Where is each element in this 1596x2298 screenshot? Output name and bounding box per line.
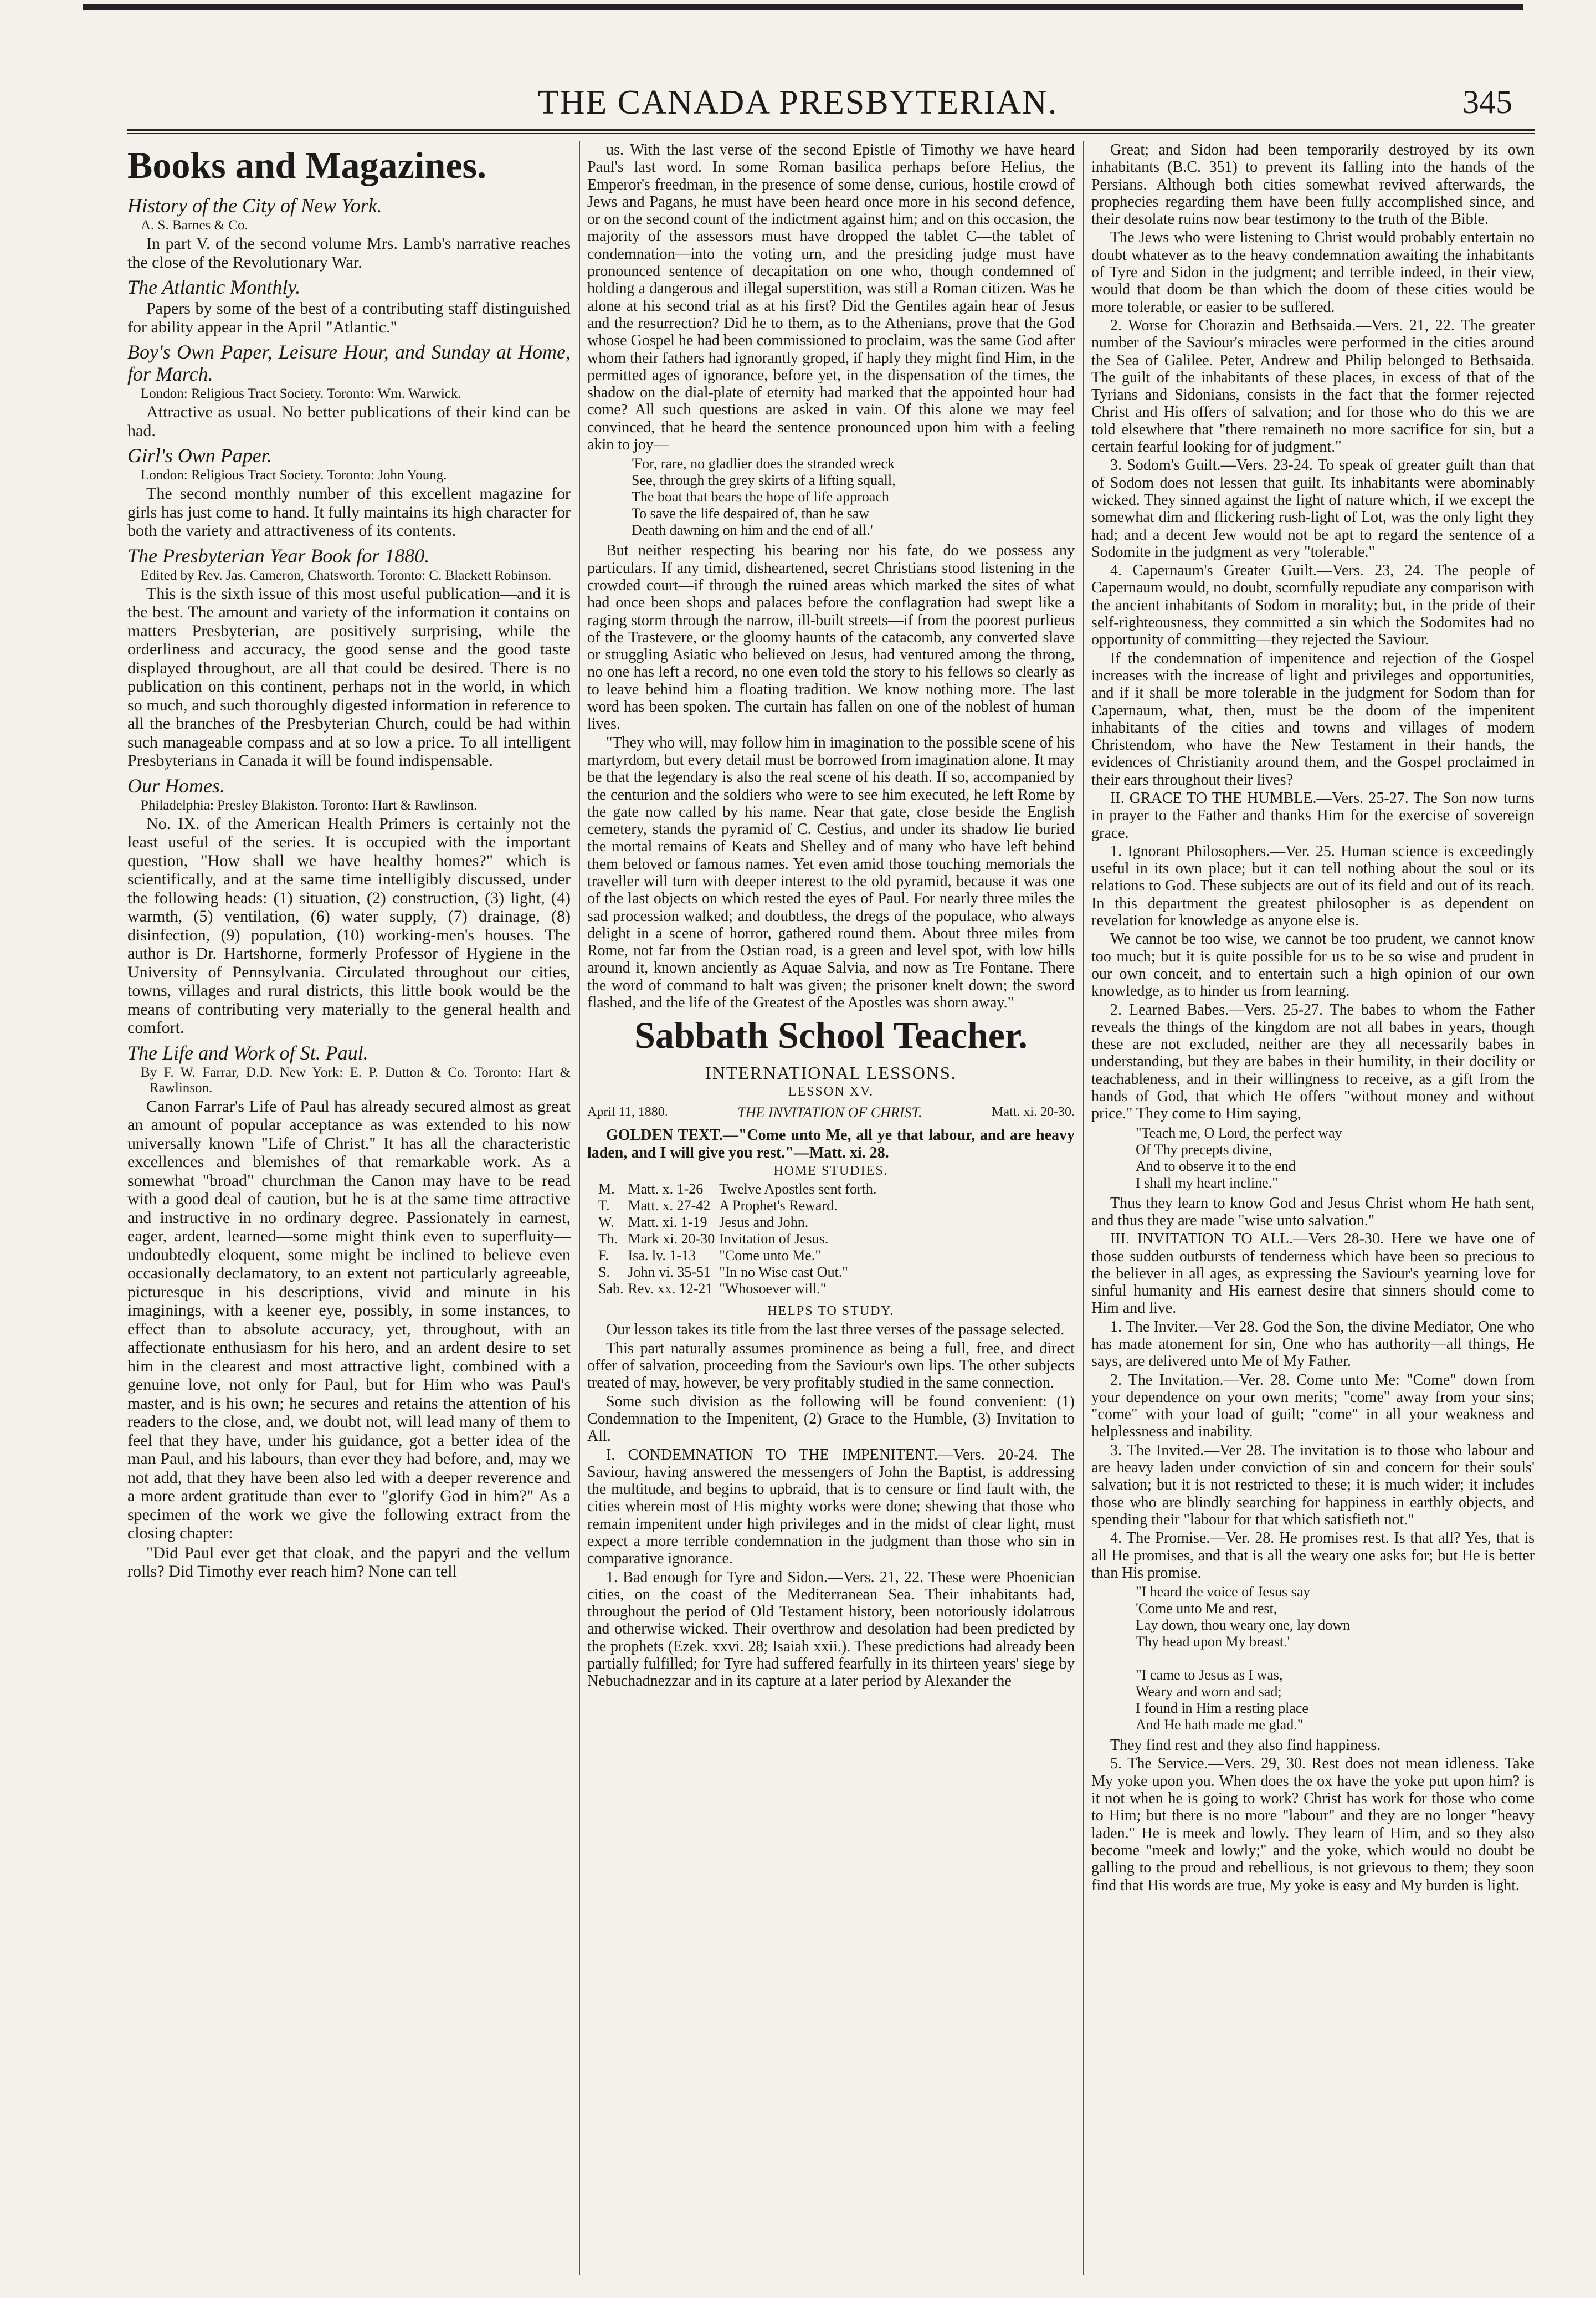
verse-line: "I came to Jesus as I was, xyxy=(1136,1667,1283,1683)
newspaper-title: THE CANADA PRESBYTERIAN. xyxy=(537,84,1058,121)
book-title: The Presbyterian Year Book for 1880. xyxy=(127,544,430,567)
header-rule xyxy=(127,129,1535,131)
commentary-paragraph: 2. Worse for Chorazin and Bethsaida.—Vers. 21, 22. The greater number of the Saviour's miracles were performed in the cities around the Sea of Galilee. Peter, Andrew and Philip belonged to Bethsaida. The guilt of the inhabitants of these places, in excess of that of the Tyrians and Sidonians, consists in the fact that the former rejected Christ and His offers of salvation; and for those who do this we are told elsewhere that "there remaineth no more sacrifice for sin, but a certain fearful looking for of judgment." xyxy=(1091,316,1535,456)
review-paragraph: "Did Paul ever get that cloak, and the papyri and the vellum rolls? Did Timothy ever reach him? None can tell xyxy=(127,1543,571,1580)
book-publisher: By F. W. Farrar, D.D. New York: E. P. Dutton & Co. Toronto: Hart & Rawlinson. xyxy=(141,1064,571,1096)
book-publisher: Philadelphia: Presley Blakiston. Toronto: Hart & Rawlinson. xyxy=(141,797,478,813)
lessons-title: INTERNATIONAL LESSONS. xyxy=(705,1063,957,1083)
study-day: Th. xyxy=(598,1231,618,1247)
verse-line: Death dawning on him and the end of all.' xyxy=(632,522,873,539)
book-title: The Life and Work of St. Paul. xyxy=(127,1041,368,1064)
column-books-magazines xyxy=(127,141,571,2275)
verse-line: And to observe it to the end xyxy=(1136,1158,1296,1174)
home-study-row xyxy=(598,1264,881,1281)
book-publisher: London: Religious Tract Society. Toronto: John Young. xyxy=(141,468,447,483)
book-title: History of the City of New York. xyxy=(127,195,382,217)
verse-line: "Teach me, O Lord, the perfect way xyxy=(1136,1124,1342,1141)
study-day: W. xyxy=(598,1214,614,1231)
lesson-reference: Matt. xi. 20-30. xyxy=(991,1104,1075,1119)
study-day: F. xyxy=(598,1247,609,1264)
book-publisher: London: Religious Tract Society. Toronto: Wm. Warwick. xyxy=(141,386,461,401)
page-header xyxy=(66,83,1529,122)
home-study-row xyxy=(598,1247,881,1264)
verse-line: Weary and worn and sad; xyxy=(1136,1683,1282,1700)
study-topic: A Prophet's Reward. xyxy=(719,1197,838,1214)
verse-line: And He hath made me glad." xyxy=(1136,1717,1304,1733)
commentary-paragraph: 1. The Inviter.—Ver 28. God the Son, the divine Mediator, One who has made atonement for sin, One who has authority—all things, He says, are delivered unto Me of My Father. xyxy=(1091,1318,1535,1370)
study-reference: Matt. x. 27-42 xyxy=(628,1197,711,1214)
column-right xyxy=(1091,141,1535,2275)
study-topic: Twelve Apostles sent forth. xyxy=(719,1181,877,1197)
verse-line: Lay down, thou weary one, lay down xyxy=(1136,1617,1351,1634)
study-topic: "In no Wise cast Out." xyxy=(719,1264,848,1281)
review-paragraph: No. IX. of the American Health Primers is certainly not the least useful of the series. It is occupied with the important question, "How shall we have healthy homes?" which is scientifically, and at the same time intelligibly discussed, under the following heads: (1) situation, (2) construction, (3) light, (4) warmth, (5) ventilation, (6) water supply, (7) drainage, (8) disinfection, (9) population, (10) working-men's houses. The author is Dr. Hartshorne, formerly Professor of Hygiene in the University of Pennsylvania. Circulated throughout our cities, towns, villages and rural districts, this little book would be the means of contributing very materially to the general health and comfort. xyxy=(127,814,571,1037)
commentary-paragraph: 1. Ignorant Philosophers.—Ver. 25. Human science is exceedingly useful in its own place; but it can tell nothing about the soul or its relations to God. These subjects are out of its field and out of its reach. In this department the greatest philosopher is as dependent on revelation for knowledge as anyone else is. xyxy=(1091,842,1535,930)
review-paragraph: Attractive as usual. No better publications of their kind can be had. xyxy=(127,403,571,440)
article-paragraph: "They who will, may follow him in imagination to the possible scene of his martyrdom, but every detail must be borrowed from imagination alone. It may be that the legendary is also the real scene of his death. If so, accompanied by the centurion and the soldiers who were to see him executed, he left Rome by the gate now called by his name. Near that gate, close beside the English cemetery, stands the pyramid of C. Cestius, and under its shadow lie buried the mortal remains of Keats and Shelley and of many who have left behind them beloved or famous names. Yet even amid those touching memorials the traveller will turn with deeper interest to the old pyramid, because it was one of the last objects on which rested the eyes of Paul. For nearly three miles the sad procession walked; and doubtless, the dregs of the populace, who always delight in a scene of horror, gathered round them. About three miles from Rome, not far from the Ostian road, is a green and level spot, with low hills around it, known anciently as Aquae Salvia, and now as Tre Fontane. There the word of command to halt was given; the prisoner knelt down; the sword flashed, and the life of the Greatest of the Apostles was shorn away." xyxy=(587,734,1075,1012)
commentary-paragraph: III. INVITATION TO ALL.—Vers 28-30. Here we have one of those sudden outbursts of tenderness which have been so precious to the believer in all ages, as expressing the Saviour's yearning love for sinful humanity and His earnest desire that sinners should come to Him and live. xyxy=(1091,1230,1535,1317)
book-review-list xyxy=(127,195,571,1581)
verse-line: Of Thy precepts divine, xyxy=(1136,1141,1272,1158)
column-middle xyxy=(587,141,1075,2275)
verse-line: Thy head upon My breast.' xyxy=(1136,1634,1290,1650)
verse-line xyxy=(1136,1650,1535,1667)
farrar-extract xyxy=(587,141,1075,453)
study-topic: "Come unto Me." xyxy=(719,1247,821,1264)
study-reference: Mark xi. 20-30 xyxy=(628,1231,715,1247)
lesson-date: April 11, 1880. xyxy=(587,1104,668,1119)
lesson-number: LESSON XV. xyxy=(788,1084,874,1099)
verse-line: "I heard the voice of Jesus say xyxy=(1136,1584,1311,1600)
review-paragraph: Canon Farrar's Life of Paul has already secured almost as great an amount of popular acceptance as was extended to his now universally known "Life of Christ." It has all the characteristic excellences and blemishes of that remarkable work. As a somewhat "broad" churchman the Canon may have to be read with a good deal of caution, but he is at the same time attractive and instructive in no ordinary degree. Passionately in earnest, eager, ardent, learned—some might think even to superfluity—undoubtedly eloquent, some might be inclined to believe even occasionally declamatory, to an extent not particularly agreeable, picturesque in his descriptions, vivid and minute in his imaginings, with a keener eye, possibly, in some instances, to effect than to absolute accuracy, yet, throughout, with an affectionate enthusiasm for his hero, and an ardent desire to set him in the clearest and most attractive light, combined with a genuine love, not only for Paul, but for Him who was Paul's master, and is his own; he secures and retains the attention of his readers to the close, and, we doubt not, will lead many of them to feel that they have, under his guidance, got a better idea of the man Paul, and his labours, than ever they had before, and, may we not add, that they have been also led with a deeper reverence and a more ardent gratitude than ever to "glorify God in him?" As a specimen of the work we give the following extract from the closing chapter: xyxy=(127,1097,571,1542)
commentary-paragraph: 4. Capernaum's Greater Guilt.—Vers. 23, 24. The people of Capernaum would, no doubt, scornfully repudiate any comparison with the ancient inhabitants of Sodom in morality; but, in the pride of their self-righteousness, they committed a sin which the Sodomites had no opportunity of committing—they rejected the Saviour. xyxy=(1091,562,1535,649)
home-study-row xyxy=(598,1214,881,1231)
verse-line: I shall my heart incline." xyxy=(1136,1174,1278,1191)
home-studies-table xyxy=(598,1181,881,1297)
verse-line: 'Come unto Me and rest, xyxy=(1136,1600,1277,1617)
page-number: 345 xyxy=(1462,84,1512,120)
study-reference: John vi. 35-51 xyxy=(628,1264,711,1281)
top-border xyxy=(83,4,1523,10)
commentary-paragraph: 4. The Promise.—Ver. 28. He promises rest. Is that all? Yes, that is all He promises, and that is all the weary one asks for; but He is better than His promise. xyxy=(1091,1529,1535,1582)
home-study-row xyxy=(598,1231,881,1247)
hymn-quote xyxy=(1136,1125,1535,1191)
commentary-paragraph: The Jews who were listening to Christ would probably entertain no doubt whatever as to the heavy condemnation awaiting the inhabitants of Tyre and Sidon in the judgment; and terrible indeed, in their view, would that doom be than which the doom of these cities would be more tolerable, or easier to be suffered. xyxy=(1091,229,1535,316)
lesson-commentary xyxy=(1091,141,1535,1123)
commentary-paragraph: 2. The Invitation.—Ver. 28. Come unto Me: "Come" down from your dependence on your own merits; "come" away from your sins; "come" with your load of guilt; "come" in all your weakness and helplessness and inability. xyxy=(1091,1371,1535,1441)
help-paragraph: Some such division as the following will be found convenient: (1) Condemnation to the Impenitent, (2) Grace to the Humble, (3) Invitation to All. xyxy=(587,1393,1075,1445)
article-paragraph: But neither respecting his bearing nor his fate, do we possess any particulars. If any timid, disheartened, secret Christians stood listening in the crowded court—if through the ruined areas which marked the sites of what had once been shops and palaces before the conflagration had swept like a raging storm through the narrow, ill-built streets—if from the poorest purlieus of the Trastevere, or the gloomy haunts of the catacomb, any converted slave or struggling Asiatic who believed on Jesus, had ventured among the throng, no one has left a record, no one even told the story to his fellows so clearly as to leave behind him a floating tradition. We know nothing more. The last word has been spoken. The curtain has fallen on one of the noblest of human lives. xyxy=(587,542,1075,733)
verse-line: See, through the grey skirts of a lifting squall, xyxy=(632,472,896,489)
study-day: T. xyxy=(598,1197,610,1214)
commentary-paragraph: 3. The Invited.—Ver 28. The invitation is to those who labour and are heavy laden under conviction of sin and concern for their souls' salvation; but it is not restricted to these; it is much wider; it includes those who are blindly searching for happiness in earthly objects, and spending their "labour for that which satisfieth not." xyxy=(1091,1441,1535,1528)
study-reference: Rev. xx. 12-21 xyxy=(628,1281,713,1297)
book-publisher: Edited by Rev. Jas. Cameron, Chatsworth. Toronto: C. Blackett Robinson. xyxy=(141,567,552,583)
commentary-paragraph: 3. Sodom's Guilt.—Vers. 23-24. To speak of greater guilt than that of Sodom does not lessen that guilt. Its inhabitants were abominably wicked. They sinned against the light of nature which, if we except the somewhat dim and flickering rush-light of Lot, was the only light they had; and a decent Jew would not be apt to regard the sentence of a Sodomite in the judgment as very "tolerable." xyxy=(1091,457,1535,561)
lesson-header xyxy=(587,1104,1075,1121)
commentary-paragraph: We cannot be too wise, we cannot be too prudent, we cannot know too much; but it is quite possible for us to be so wise and prudent in our own conceit, and to entertain such a high opinion of our own knowledge, as to hinder us from learning. xyxy=(1091,930,1535,1000)
commentary-paragraph: II. GRACE TO THE HUMBLE.—Vers. 25-27. The Son now turns in prayer to the Father and thanks Him for the exercise of sovereign grace. xyxy=(1091,789,1535,842)
lesson-commentary-end xyxy=(1091,1737,1535,1894)
golden-text: GOLDEN TEXT.—"Come unto Me, all ye that labour, and are heavy laden, and I will give you rest."—Matt. xi. 28. xyxy=(587,1127,1075,1161)
book-title: The Atlantic Monthly. xyxy=(127,276,301,298)
study-topic: Invitation of Jesus. xyxy=(719,1231,829,1247)
review-paragraph: This is the sixth issue of this most useful publication—and it is the best. The amount and variety of the information it contains on matters Presbyterian, are positively surprising, while the orderliness and accuracy, the good sense and the good taste displayed throughout, are all that could be desired. There is no publication on this continent, perhaps not in the world, in which so much, and such thoroughly digested information in reference to all the branches of the Presbyterian Church, could be had within such manageable compass and at so low a price. To all intelligent Presbyterians in Canada it will be found indispensable. xyxy=(127,584,571,770)
verse-line: 'For, rare, no gladlier does the stranded wreck xyxy=(632,455,895,472)
verse-line: The boat that bears the hope of life approach xyxy=(632,489,889,505)
help-paragraph: This part naturally assumes prominence as being a full, free, and direct offer of salvation, proceeding from the Saviour's own lips. The other subjects treated of may, however, be very profitably studied in the same connection. xyxy=(587,1339,1075,1392)
section-title-books: Books and Magazines. xyxy=(127,144,486,186)
column-divider xyxy=(1083,141,1084,2275)
commentary-paragraph: 2. Learned Babes.—Vers. 25-27. The babes to whom the Father reveals the things of the kingdom are not all babes in years, though these are not excluded, neither are they all necessarily babes in understanding, but they are babes in their humility, in their docility or teachableness, and in their willingness to receive, as a gift from the hands of God, that which He offers "without money and without price." They come to Him saying, xyxy=(1091,1001,1535,1123)
review-paragraph: In part V. of the second volume Mrs. Lamb's narrative reaches the close of the Revolutionary War. xyxy=(127,234,571,272)
home-study-row xyxy=(598,1281,881,1297)
header-rule-thin xyxy=(127,133,1535,134)
verse-line: I found in Him a resting place xyxy=(1136,1700,1308,1717)
study-reference: Matt. x. 1-26 xyxy=(628,1181,704,1197)
commentary-paragraph: Thus they learn to know God and Jesus Christ whom He hath sent, and thus they are made "wise unto salvation." xyxy=(1091,1194,1535,1229)
lesson-commentary-continued xyxy=(1091,1195,1535,1582)
commentary-paragraph: They find rest and they also find happiness. xyxy=(1110,1737,1381,1754)
study-day: Sab. xyxy=(598,1281,624,1297)
study-reference: Matt. xi. 1-19 xyxy=(628,1214,707,1231)
home-studies-title: HOME STUDIES. xyxy=(773,1163,889,1178)
farrar-extract-continued xyxy=(587,542,1075,1011)
lesson-name: THE INVITATION OF CHRIST. xyxy=(737,1104,922,1120)
help-paragraph: Our lesson takes its title from the last three verses of the passage selected. xyxy=(606,1321,1065,1339)
study-topic: Jesus and John. xyxy=(719,1214,809,1231)
book-title: Boy's Own Paper, Leisure Hour, and Sunday at Home, for March. xyxy=(127,341,571,385)
article-paragraph: us. With the last verse of the second Epistle of Timothy we have heard Paul's last word. In some Roman basilica perhaps before Helius, the Emperor's freedman, in the presence of some dense, curious, hostile crowd of Jews and Pagans, he must have been heard once more in his second defence, or on the second count of the indictment against him; and on this occasion, the majority of the assessors must have dropped the tablet C—the tablet of condemnation—into the voting urn, and the presiding judge must have pronounced sentence of decapitation on one who, though condemned of holding a dangerous and illegal superstition, was still a Roman citizen. Was he alone at his second trial as at his first? Did the Gentiles again hear of Jesus and the resurrection? Did he to them, as to the Athenians, prove that the God whose Gospel he had been commissioned to proclaim, was the same God after whom their fathers had ignorantly groped, if haply they might find Him, in the permitted ages of ignorance, before yet, in the dispensation of the times, the shadow on the dial-plate of eternity had marked that the appointed hour had come? All such questions are asked in vain. Of this alone we may feel convinced, that he heard the sentence pronounced upon him with a feeling akin to joy— xyxy=(587,141,1075,454)
book-title: Girl's Own Paper. xyxy=(127,444,272,467)
poem-quote xyxy=(632,455,1075,539)
home-study-row xyxy=(598,1181,881,1197)
book-publisher: A. S. Barnes & Co. xyxy=(141,218,248,233)
section-title-sabbath: Sabbath School Teacher. xyxy=(634,1014,1028,1057)
help-paragraph: I. CONDEMNATION TO THE IMPENITENT.—Vers. 20-24. The Saviour, having answered the messengers of John the Baptist, is addressing the multitude, and begins to upbraid, that is to censure or find fault with, the cities wherein most of His mighty works were done; shewing that those who remain impenitent under high privileges and in the midst of clear light, must expect a more terrible condemnation in the judgment than those who sin in comparative ignorance. xyxy=(587,1446,1075,1568)
commentary-paragraph: If the condemnation of impenitence and rejection of the Gospel increases with the increase of light and privileges and opportunities, and if it shall be more tolerable in the judgment for Sodom than for Capernaum, what, then, must be the doom of the impenitent inhabitants of the cities and towns and villages of modern Christendom, who have the New Testament in their hands, the evidences of Christianity around them, and the Gospel proclaimed in their ears throughout their lives? xyxy=(1091,649,1535,789)
study-day: M. xyxy=(598,1181,615,1197)
review-paragraph: Papers by some of the best of a contributing staff distinguished for ability appear in the April "Atlantic." xyxy=(127,299,571,336)
home-study-row xyxy=(598,1197,881,1214)
helps-title: HELPS TO STUDY. xyxy=(767,1304,895,1319)
help-paragraph: 1. Bad enough for Tyre and Sidon.—Vers. 21, 22. These were Phoenician cities, on the coast of the Mediterranean Sea. Their inhabitants had, throughout the period of Old Testament history, been notoriously idolatrous and otherwise wicked. Their overthrow and desolation had been predicted by the prophets (Ezek. xxvi. 28; Isaiah xxii.). These predictions had already been partially fulfilled; for Tyre had suffered fearfully in its thirteen years' siege by Nebuchadnezzar and in its capture at a later period by Alexander the xyxy=(587,1568,1075,1690)
column-divider xyxy=(579,141,580,2275)
verse-line: To save the life despaired of, than he saw xyxy=(632,505,870,522)
study-day: S. xyxy=(598,1264,610,1281)
book-title: Our Homes. xyxy=(127,774,225,797)
study-topic: "Whosoever will." xyxy=(719,1281,827,1297)
study-reference: Isa. lv. 1-13 xyxy=(628,1247,696,1264)
commentary-paragraph: Great; and Sidon had been temporarily destroyed by its own inhabitants (B.C. 351) to prevent its falling into the hands of the Persians. Although both cities somewhat revived afterwards, the prophecies regarding them have been fully accomplished since, and their desolate ruins now bear testimony to the truth of the Bible. xyxy=(1091,141,1535,228)
review-paragraph: The second monthly number of this excellent magazine for girls has just come to hand. It fully maintains its high character for both the variety and attractiveness of its contents. xyxy=(127,484,571,540)
hymn-quote-2 xyxy=(1136,1584,1535,1733)
helps-to-study xyxy=(587,1321,1075,1690)
commentary-paragraph: 5. The Service.—Vers. 29, 30. Rest does not mean idleness. Take My yoke upon you. When does the ox have the yoke put upon him? is it not when he is going to work? Christ has work for those who come to Him; but there is no more "labour" and they are no longer "heavy laden." He is meek and lowly. They learn of Him, and so they also become "meek and lowly;" and the yoke, which would no doubt be galling to the proud and rebellious, is not grievous to them; they soon find that His words are true, My yoke is easy and My burden is light. xyxy=(1091,1755,1535,1894)
